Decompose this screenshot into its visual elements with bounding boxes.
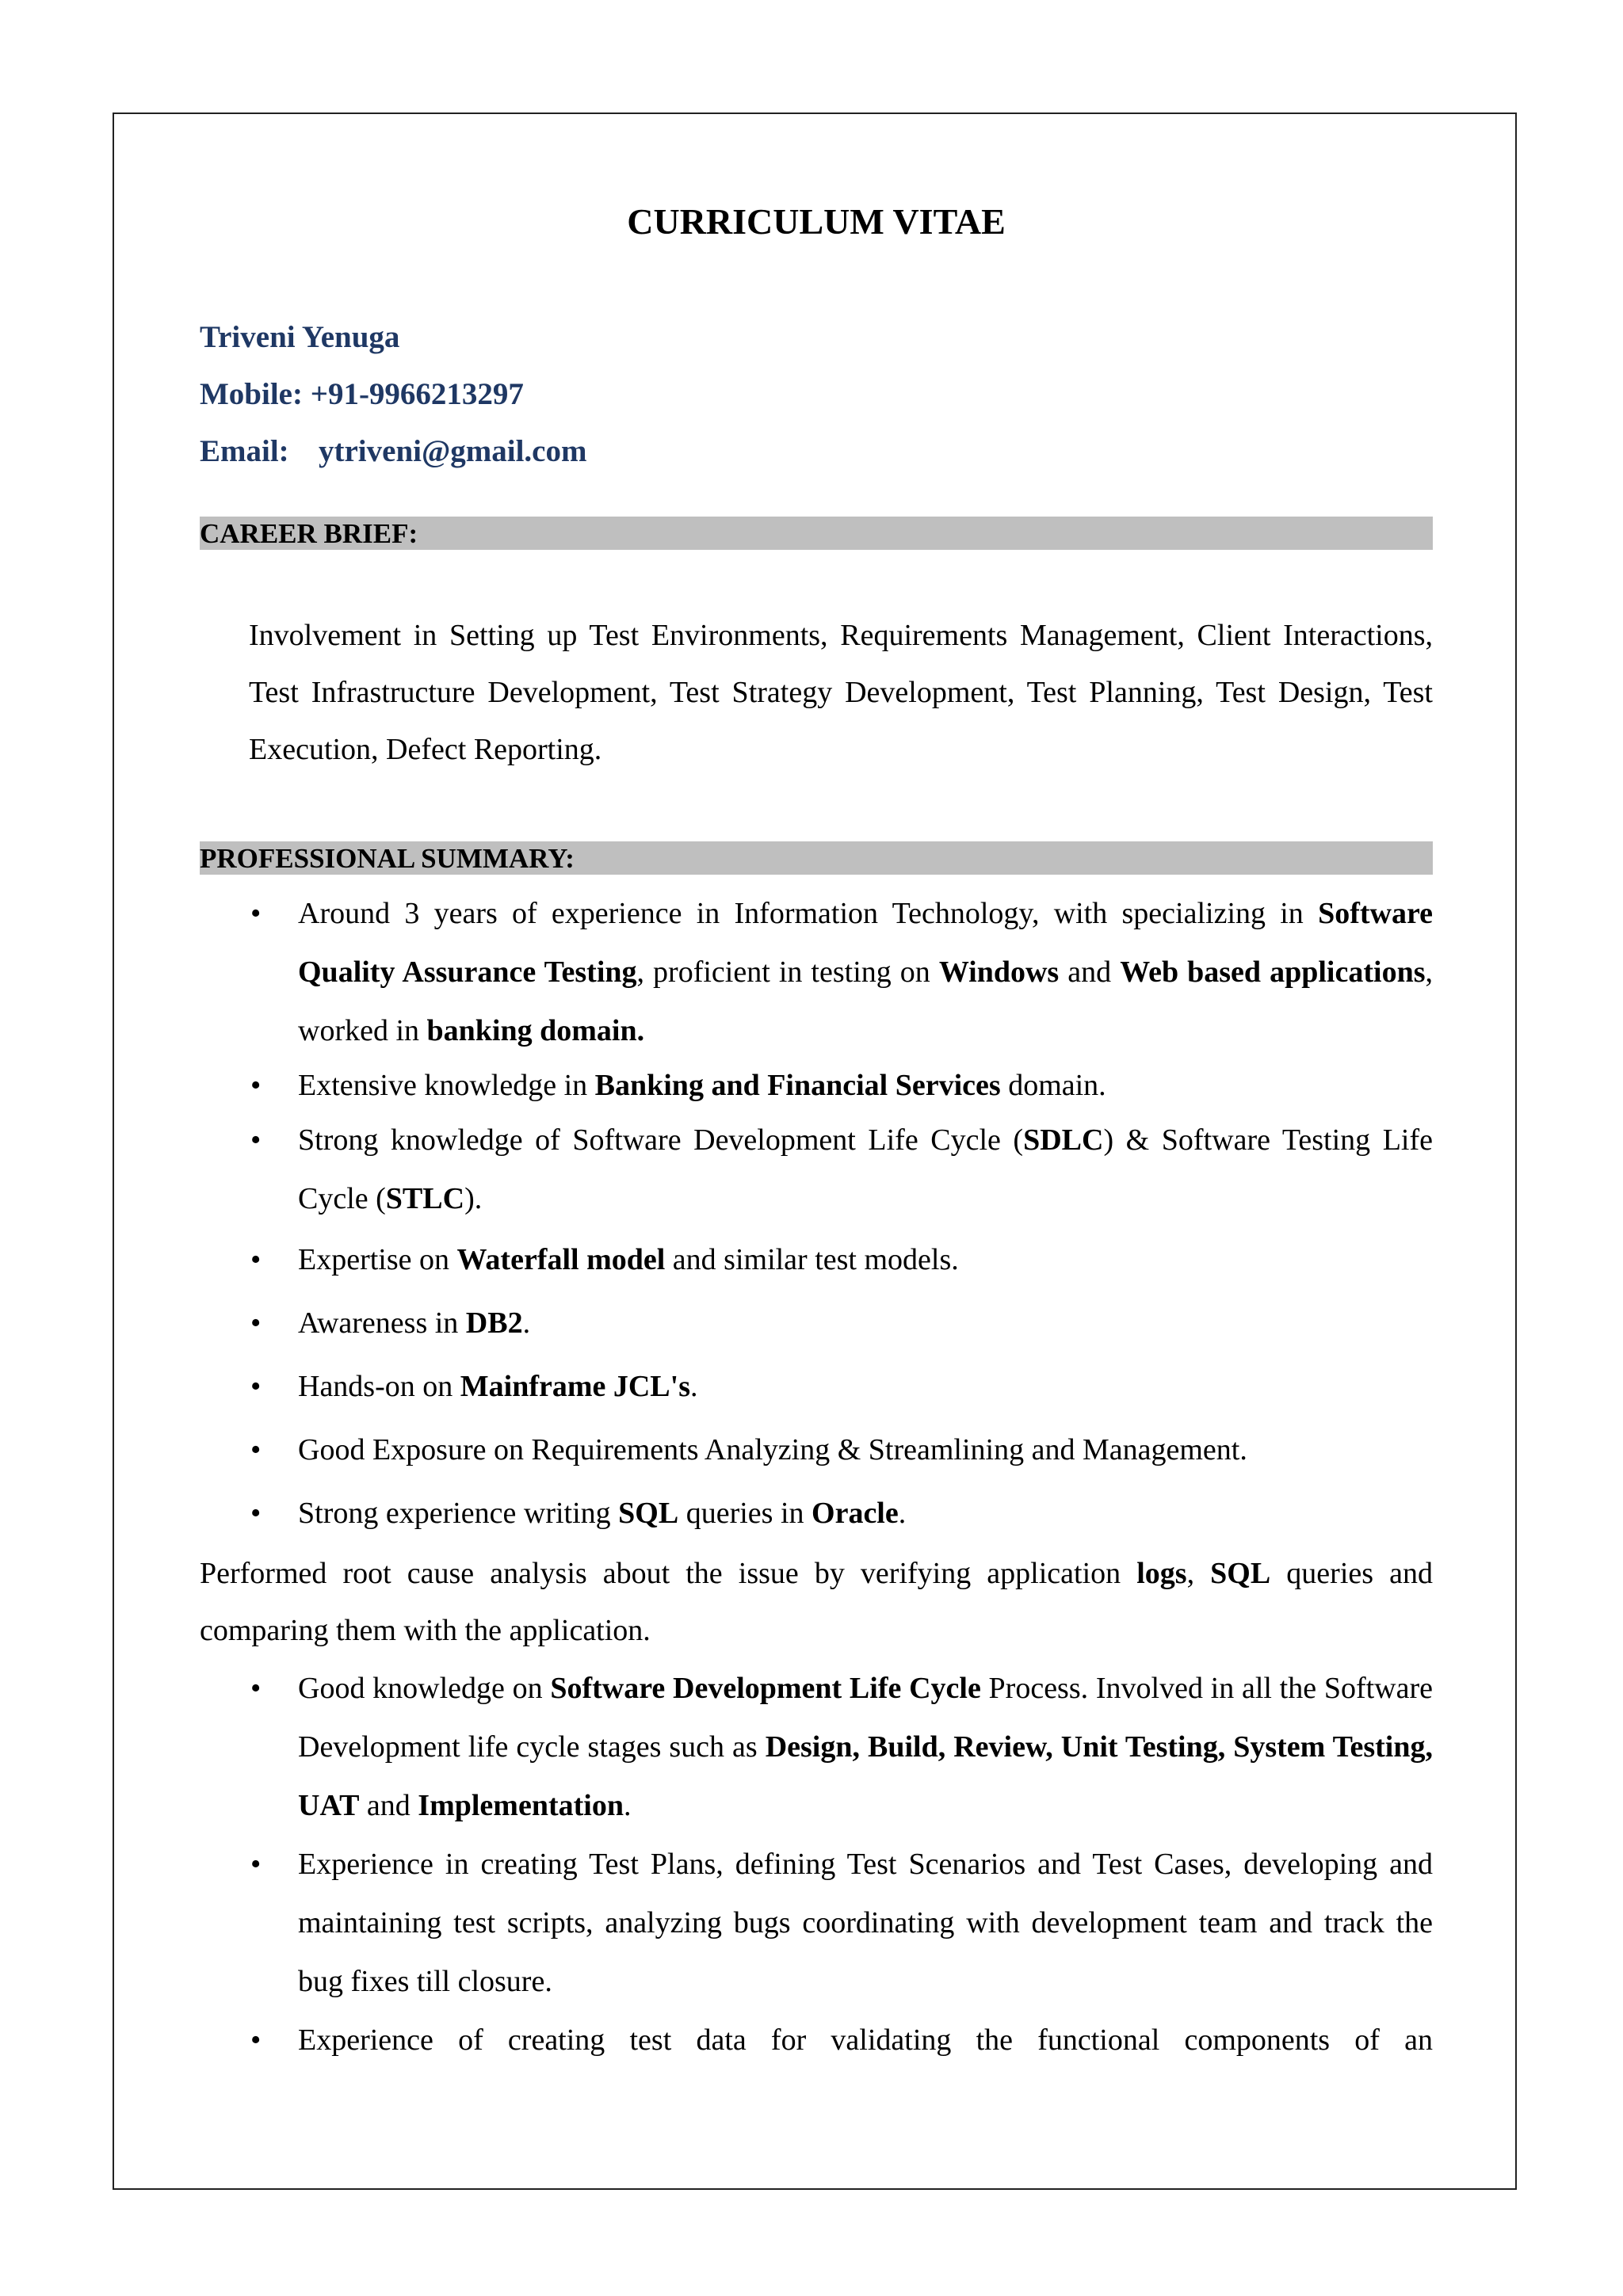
- list-item: • Hands-on on Mainframe JCL's.: [200, 1355, 1433, 1418]
- document-title: CURRICULUM VITAE: [627, 201, 1006, 242]
- bullet-icon: •: [250, 1069, 262, 1102]
- bullet-icon: •: [250, 1370, 262, 1403]
- list-item: • Awareness in DB2.: [200, 1291, 1433, 1355]
- summary-list-2: [200, 1659, 1433, 2069]
- bullet-icon: •: [250, 1497, 262, 1530]
- candidate-name: Triveni Yenuga: [200, 320, 400, 354]
- summary-list-1: [200, 884, 1433, 1545]
- bullet-icon: •: [250, 1243, 262, 1276]
- list-item: • Experience of creating test data for validating the functional components of an: [200, 2011, 1433, 2069]
- list-item: • Strong knowledge of Software Development Life Cycle (SDLC) & Software Testing Life Cycle (STLC).: [200, 1111, 1433, 1228]
- bullet-icon: •: [250, 897, 262, 930]
- email-line: [200, 426, 1433, 483]
- list-item: • Expertise on Waterfall model and similar test models.: [200, 1228, 1433, 1291]
- email-label: Email:: [200, 434, 289, 468]
- career-brief-text: Involvement in Setting up Test Environments, Requirements Management, Client Interactions, Test Infrastructure Development, Test Strategy Development, Test Planning, Test Design, Test Execution, Defect Reporting.: [249, 619, 1433, 766]
- list-item: • Extensive knowledge in Banking and Financial Services domain.: [200, 1060, 1433, 1111]
- root-cause-paragraph: Performed root cause analysis about the issue by verifying application logs, SQL queries and comparing them with the application.: [200, 1557, 1433, 1647]
- list-item: • Around 3 years of experience in Information Technology, with specializing in Software Quality Assurance Testing, proficient in testing on Windows and Web based applications, worked in banking domain.: [200, 884, 1433, 1060]
- bullet-icon: •: [250, 1672, 262, 1705]
- career-brief-heading: CAREER BRIEF:: [200, 517, 1433, 550]
- bullet-icon: •: [250, 1123, 262, 1157]
- bullet-icon: •: [250, 1433, 262, 1466]
- bullet-icon: •: [250, 1306, 262, 1340]
- resume-content: [200, 196, 1433, 2069]
- list-item: • Experience in creating Test Plans, defining Test Scenarios and Test Cases, developing and maintaining test scripts, analyzing bugs coordinating with development team and track the bug fixes till closure.: [200, 1835, 1433, 2011]
- contact-block: [200, 312, 1433, 483]
- bullet-icon: •: [250, 1848, 262, 1881]
- mobile-number: Mobile: +91-9966213297: [200, 377, 524, 411]
- list-item: • Strong experience writing SQL queries in Oracle.: [200, 1482, 1433, 1545]
- list-item: • Good knowledge on Software Development Life Cycle Process. Involved in all the Software Development life cycle stages such as Design, Build, Review, Unit Testing, System Testing, UAT and Implementation.: [200, 1659, 1433, 1835]
- bullet-icon: •: [250, 2023, 262, 2057]
- professional-summary-heading: PROFESSIONAL SUMMARY:: [200, 841, 1433, 875]
- list-item: • Good Exposure on Requirements Analyzing & Streamlining and Management.: [200, 1418, 1433, 1482]
- email-address: ytriveni@gmail.com: [319, 434, 587, 468]
